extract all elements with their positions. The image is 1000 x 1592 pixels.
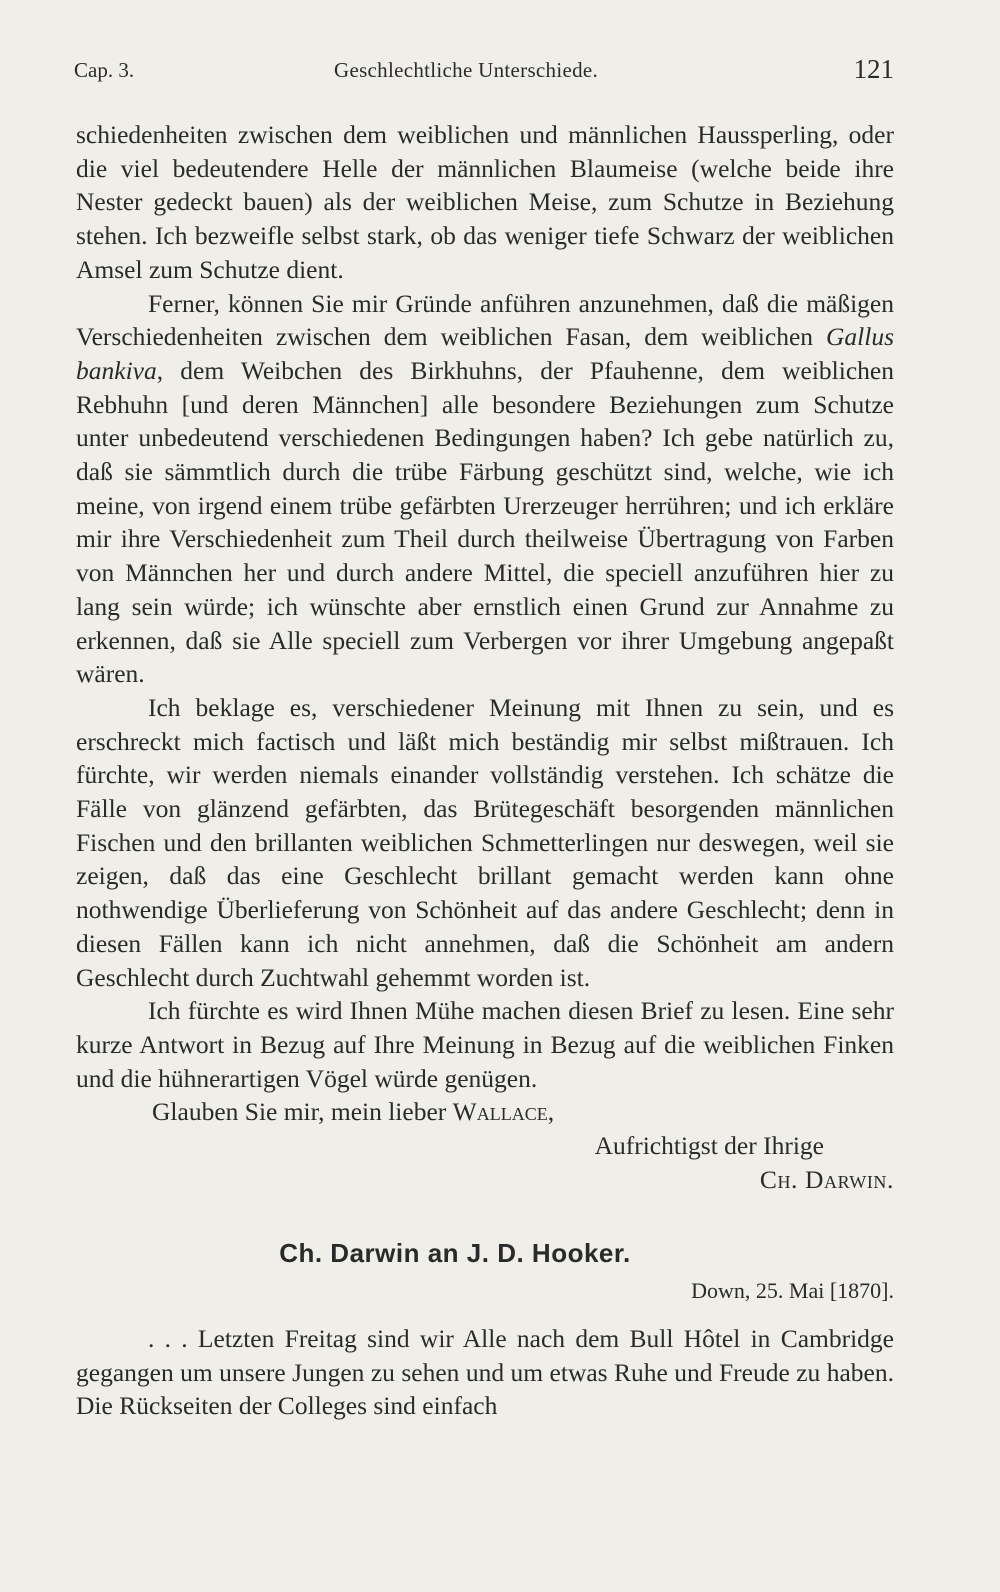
text-run: Glauben Sie mir, mein lieber — [152, 1097, 453, 1127]
closing-line — [76, 1095, 894, 1129]
species-name: Gallus bankiva — [76, 322, 894, 385]
chapter-label: Cap. 3. — [74, 58, 135, 82]
paragraph — [76, 287, 894, 691]
letter-heading: Ch. Darwin an J. D. Hooker. — [279, 1237, 631, 1268]
running-header — [74, 54, 894, 88]
paragraph: Ich beklage es, verschiedener Meinung mit Ihnen zu sein, und es erschreckt mich factisch und läßt mich beständig mir selbst mißtrauen. Ich fürchte, wir werden niemals einander vollständig verstehen. Ich schätze die Fälle von glänzend gefärbten, das Brütegeschäft besorgenden männlichen Fischen und den brillanten weiblichen Schmetterlingen nur deswegen, weil sie zeigen, daß das eine Geschlecht brillant gemacht werden kann ohne nothwendige Überlieferung von Schönheit auf das andere Geschlecht; denn in diesen Fällen kann ich nicht annehmen, daß die Schönheit am andern Geschlecht durch Zuchtwahl gehemmt worden ist. — [76, 692, 894, 992]
main-text — [76, 118, 894, 1423]
section-title: Geschlechtliche Unterschiede. — [334, 58, 599, 82]
paragraph: Ich fürchte es wird Ihnen Mühe machen diesen Brief zu lesen. Eine sehr kurze Antwort in Bezug auf Ihre Meinung in Bezug auf die weiblichen Finken und die hühnerartigen Vögel würde genügen. — [76, 996, 894, 1093]
text-run: , — [547, 1097, 555, 1127]
dateline: Down, 25. Mai [1870]. — [691, 1278, 894, 1304]
paragraph: . . . Letzten Freitag sind wir Alle nach dem Bull Hôtel in Cambridge gegangen um unsere Jungen zu sehen und um etwas Ruhe und Freude zu haben. Die Rückseiten der Colleges sind einfach — [76, 1323, 894, 1421]
recipient-name: Wallace — [452, 1097, 548, 1127]
page-number: 121 — [853, 54, 894, 84]
text-run: Ferner, können Sie mir Gründe anführen anzunehmen, daß die mäßigen Verschiedenheiten zwischen dem weiblichen Fasan, dem weiblichen — [76, 288, 894, 352]
text-run: , dem Weibchen des Birkhuhns, der Pfauhenne, dem weiblichen Rebhuhn [und deren Männchen] alle besondere Beziehungen zum Schutze unter unbedeutend verschiedenen Bedingungen haben? Ich gebe natürlich zu, daß sie sämmtlich durch die trübe Färbung geschützt sind, welche, wie ich meine, von irgend einem trübe gefärbten Urerzeuger herrühren; und ich erkläre mir ihre Verschiedenheit zum Theil durch theilweise Übertragung von Farben von Männchen her und durch andere Mittel, die speciell anzuführen hier zu lang sein würde; ich wünschte aber ernstlich einen Grund zur Annahme zu erkennen, daß sie Alle speciell zum Verbergen vor ihrer Umgebung angepaßt wären. — [76, 355, 894, 689]
paragraph: schiedenheiten zwischen dem weiblichen und männlichen Haussperling, oder die viel bedeutendere Helle der männlichen Blaumeise (welche beide ihre Nester gedeckt bauen) als der weiblichen Meise, zum Schutze in Beziehung stehen. Ich bezweifle selbst stark, ob das weniger tiefe Schwarz der weiblichen Amsel zum Schutze dient. — [76, 120, 894, 284]
valediction: Aufrichtigst der Ihrige — [594, 1131, 824, 1161]
signature: Ch. Darwin. — [759, 1164, 894, 1194]
